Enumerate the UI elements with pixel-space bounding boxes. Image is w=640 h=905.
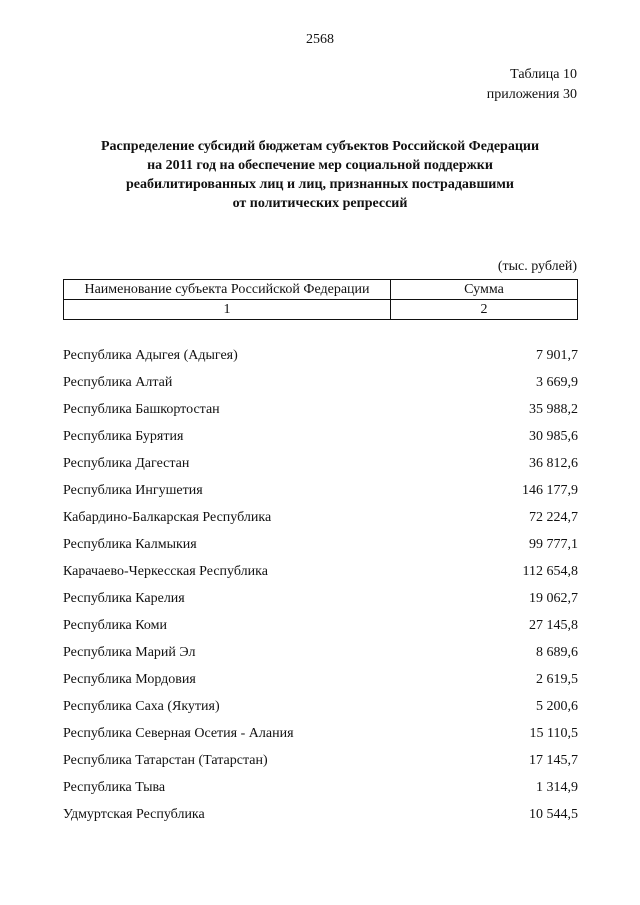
region-name: Республика Башкортостан [63,402,220,417]
table-row [63,558,578,585]
page-number: 2568 [306,32,334,47]
subsidy-amount: 10 544,5 [529,807,578,822]
subsidy-amount: 2 619,5 [536,672,578,687]
region-name: Республика Карелия [63,591,185,606]
subsidy-amount: 15 110,5 [529,726,578,741]
region-name: Республика Адыгея (Адыгея) [63,348,238,363]
table-row [63,612,578,639]
table-reference [487,65,577,105]
table-row [63,639,578,666]
table-row [63,396,578,423]
column-header-amount: Сумма [391,280,578,300]
subsidy-amount: 27 145,8 [529,618,578,633]
table-row [63,585,578,612]
subsidy-amount: 35 988,2 [529,402,578,417]
table-row [63,801,578,828]
table-row [63,369,578,396]
title-line: реабилитированных лиц и лиц, признанных пострадавшими [126,177,514,192]
table-row [63,666,578,693]
region-name: Республика Мордовия [63,672,196,687]
column-number: 2 [391,300,578,320]
region-name: Республика Калмыкия [63,537,197,552]
table-body [63,342,578,828]
region-name: Республика Саха (Якутия) [63,699,220,714]
region-name: Республика Коми [63,618,167,633]
table-row [63,747,578,774]
subsidy-amount: 36 812,6 [529,456,578,471]
subsidy-amount: 146 177,9 [522,483,578,498]
subsidy-amount: 7 901,7 [536,348,578,363]
subsidy-amount: 1 314,9 [536,780,578,795]
document-title [60,137,580,213]
column-header-name: Наименование субъекта Российской Федерации [64,280,391,300]
region-name: Республика Ингушетия [63,483,203,498]
table-row [63,531,578,558]
region-name: Карачаево-Черкесская Республика [63,564,268,579]
subsidy-amount: 112 654,8 [522,564,578,579]
subsidy-amount: 5 200,6 [536,699,578,714]
table-row [63,477,578,504]
table-row [63,774,578,801]
subsidy-amount: 72 224,7 [529,510,578,525]
region-name: Кабардино-Балкарская Республика [63,510,272,525]
unit-label: (тыс. рублей) [497,259,577,274]
subsidy-amount: 17 145,7 [529,753,578,768]
region-name: Республика Дагестан [63,456,190,471]
table-ref-line: приложения 30 [486,87,577,102]
region-name: Республика Тыва [63,780,166,795]
region-name: Удмуртская Республика [63,807,205,822]
region-name: Республика Марий Эл [63,645,196,660]
region-name: Республика Северная Осетия - Алания [63,726,294,741]
title-line: на 2011 год на обеспечение мер социальной поддержки [147,158,493,173]
header-row [64,280,578,300]
column-number: 1 [64,300,391,320]
subsidy-amount: 8 689,6 [536,645,578,660]
subsidy-amount: 30 985,6 [529,429,578,444]
title-line: от политических репрессий [232,196,408,211]
title-line: Распределение субсидий бюджетам субъектов Российской Федерации [100,139,540,154]
region-name: Республика Татарстан (Татарстан) [63,753,268,768]
column-number-row [64,300,578,320]
region-name: Республика Бурятия [63,429,184,444]
table-header [63,279,578,320]
table-ref-line: Таблица 10 [510,67,577,82]
table-row [63,504,578,531]
table-row [63,693,578,720]
subsidy-amount: 19 062,7 [529,591,578,606]
table-row [63,423,578,450]
table-row [63,450,578,477]
table-row [63,720,578,747]
subsidy-amount: 3 669,9 [536,375,578,390]
region-name: Республика Алтай [63,375,173,390]
table-row [63,342,578,369]
subsidy-amount: 99 777,1 [529,537,578,552]
